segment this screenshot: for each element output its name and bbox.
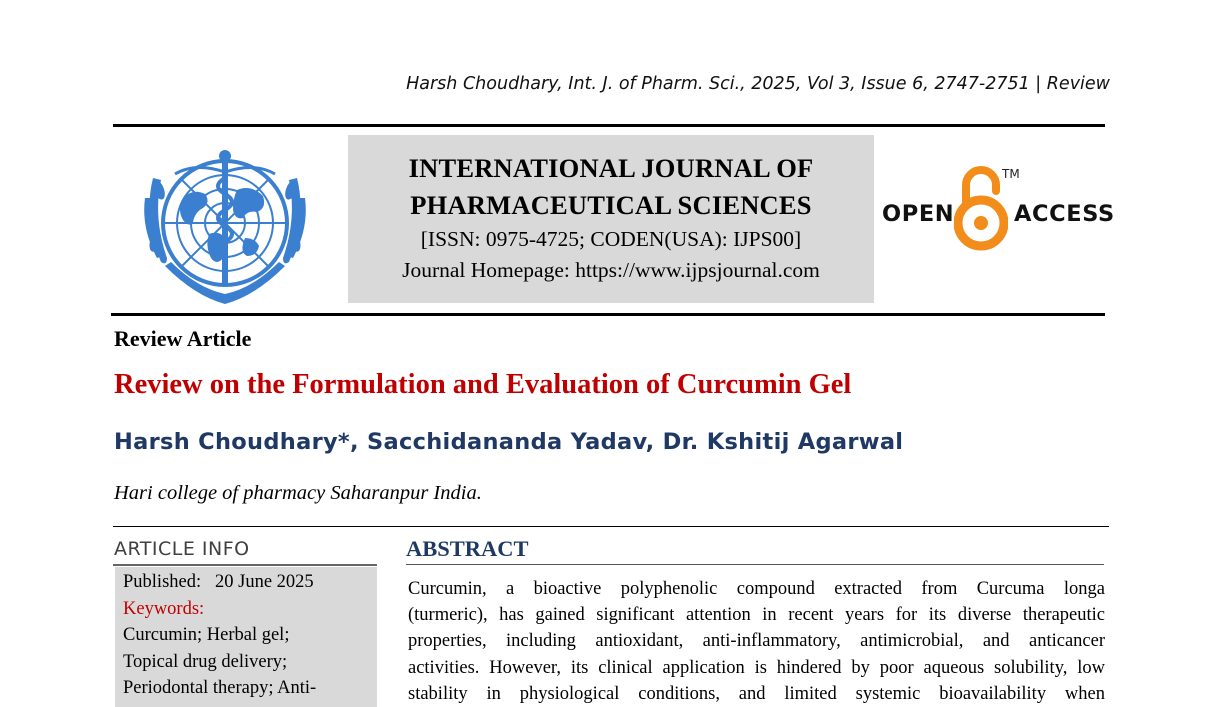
keyword-line: Periodontal therapy; Anti-: [123, 678, 317, 698]
running-header-citation: Harsh Choudhary, Int. J. of Pharm. Sci., 2025, Vol 3, Issue 6, 2747-2751 | Review: [406, 74, 1110, 94]
keywords-label: Keywords:: [123, 598, 205, 619]
journal-name-line-2: PHARMACEUTICAL SCIENCES: [410, 190, 812, 220]
abstract-line: stability in physiological conditions, and limited systemic bioavailability when: [408, 683, 1105, 704]
published-row: [123, 569, 377, 596]
published-label: Published:: [123, 572, 202, 592]
journal-emblem-logo: [125, 138, 325, 308]
journal-name-line-1: INTERNATIONAL JOURNAL OF: [408, 153, 814, 183]
open-access-word-access: ACCESS: [1014, 201, 1115, 227]
article-info-rule: [113, 564, 377, 566]
open-access-logo: [880, 165, 1115, 257]
journal-issn: [ISSN: 0975-4725; CODEN(USA): IJPS00]: [420, 227, 802, 251]
abstract-body: [408, 576, 1105, 707]
article-type: Review Article: [114, 326, 252, 351]
abstract-line: activities. However, its clinical application is hindered by poor aqueous solubility, low: [408, 657, 1105, 678]
abstract-rule: [406, 564, 1104, 565]
open-access-lock-icon: [954, 165, 1008, 251]
section-divider: [113, 526, 1109, 527]
trademark-mark: TM: [1002, 167, 1020, 181]
keyword-line: Curcumin; Herbal gel;: [123, 625, 290, 645]
header-bottom-rule: [111, 313, 1105, 316]
published-date: 20 June 2025: [215, 572, 314, 592]
journal-name: [348, 150, 874, 224]
abstract-line: (turmeric), has gained significant attention in recent years for its diverse therapeutic: [408, 605, 1105, 626]
author-list: Harsh Choudhary*, Sacchidananda Yadav, Dr. Kshitij Agarwal: [114, 429, 904, 455]
journal-homepage: Journal Homepage: https://www.ijpsjournal.com: [402, 258, 820, 282]
article-info-heading: ARTICLE INFO: [114, 538, 250, 560]
author-affiliation: Hari college of pharmacy Saharanpur India.: [114, 482, 482, 504]
header-top-rule: [113, 124, 1105, 127]
article-title: Review on the Formulation and Evaluation of Curcumin Gel: [114, 369, 852, 400]
open-access-word-open: OPEN: [882, 201, 955, 227]
article-info-box: [115, 567, 377, 707]
journal-masthead-box: [348, 135, 874, 303]
abstract-line: properties, including antioxidant, anti-inflammatory, antimicrobial, and anticancer: [408, 631, 1105, 652]
keyword-line: Topical drug delivery;: [123, 651, 288, 672]
abstract-line: Curcumin, a bioactive polyphenolic compound extracted from Curcuma longa: [408, 579, 1105, 599]
abstract-heading: ABSTRACT: [406, 536, 529, 561]
